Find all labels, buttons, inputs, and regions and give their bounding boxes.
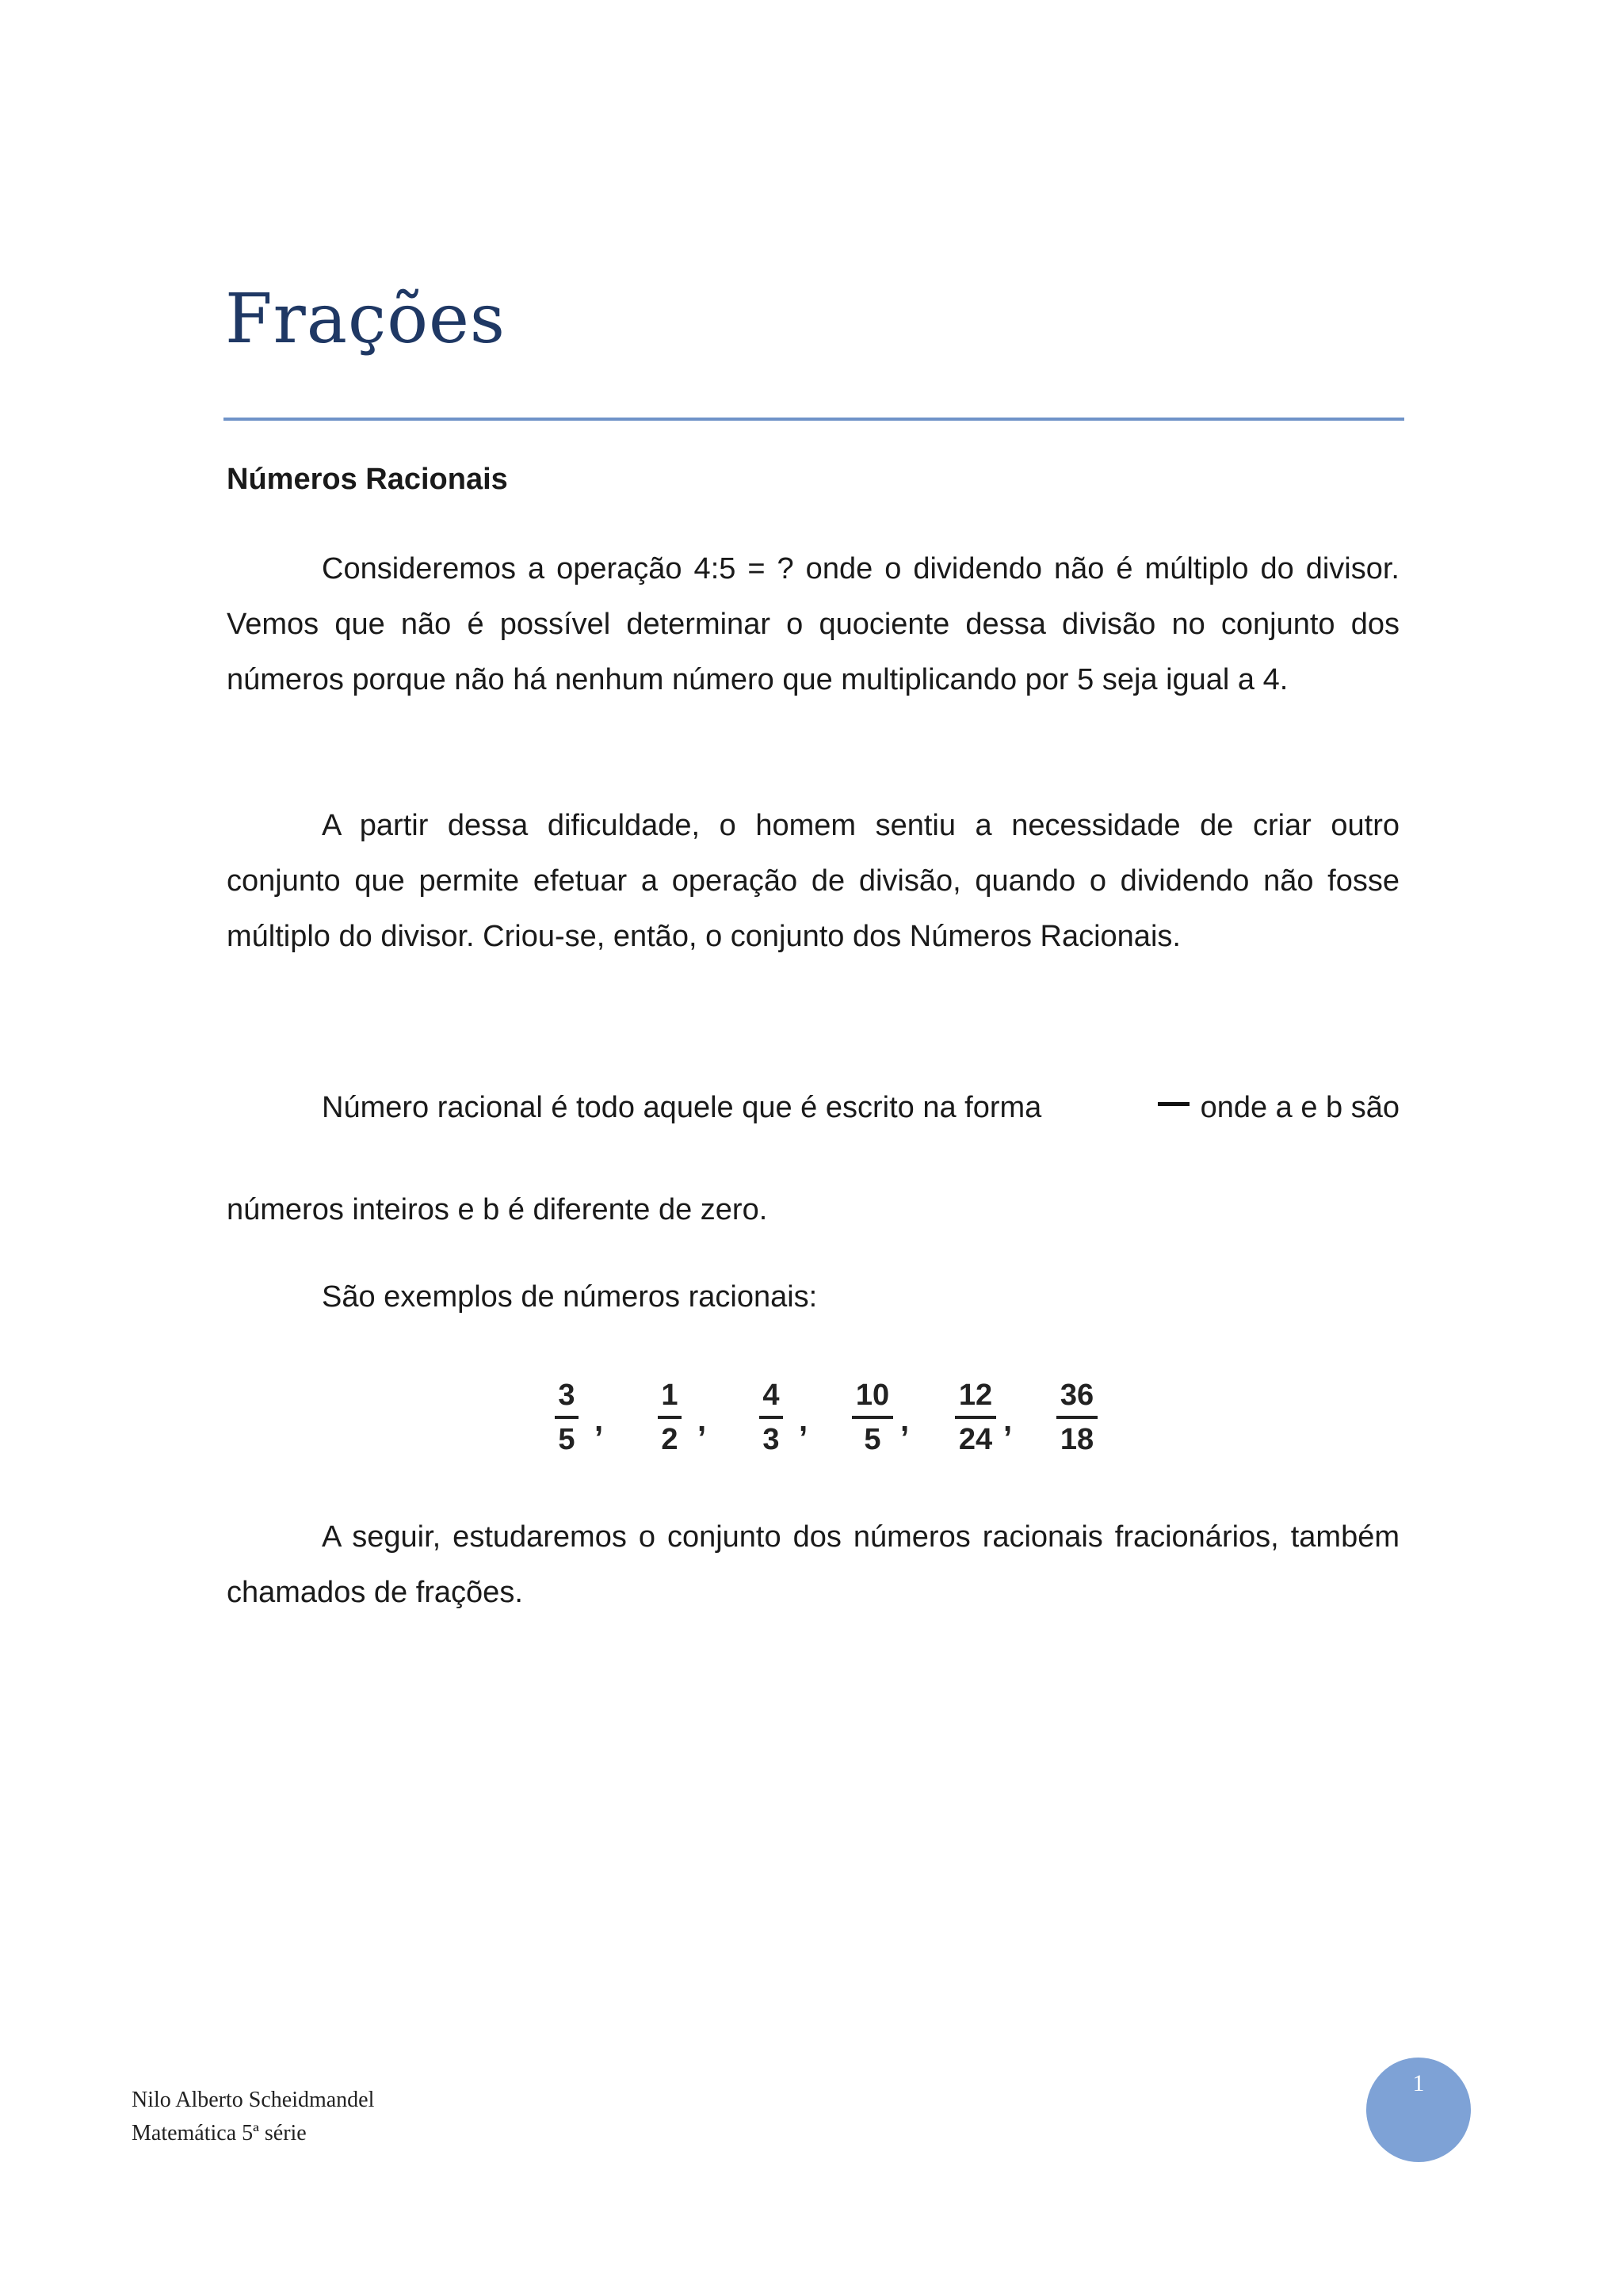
section-heading: Números Racionais — [227, 463, 508, 496]
definition-continuation: números inteiros e b é diferente de zero. — [227, 1193, 768, 1226]
fraction-separator: , — [1003, 1403, 1013, 1438]
fraction-denominator: 3 — [762, 1423, 780, 1456]
fraction-numerator: 4 — [762, 1379, 780, 1412]
definition-text-end: onde a e b são — [1200, 1091, 1400, 1124]
page-number-badge — [1366, 2058, 1471, 2162]
fraction-bar-symbol — [1158, 1102, 1190, 1106]
fraction-separator: , — [799, 1403, 808, 1438]
fraction-denominator: 2 — [661, 1423, 678, 1456]
fraction-example — [1049, 1375, 1105, 1460]
footer-subject: Matemática 5ª série — [132, 2121, 307, 2145]
page-number: 1 — [1412, 2070, 1425, 2096]
fraction-separator: , — [594, 1403, 604, 1438]
page-title: Frações — [225, 280, 506, 359]
fraction-denominator: 5 — [864, 1423, 881, 1456]
fraction-separator: , — [900, 1403, 910, 1438]
fraction-denominator: 5 — [558, 1423, 575, 1456]
fraction-example — [642, 1375, 707, 1460]
fraction-example — [539, 1375, 604, 1460]
paragraph-2: A partir dessa dificuldade, o homem sentiu a necessidade de criar outro conjunto que permite efetuar a operação de divisão, quando o dividendo não fosse múltiplo do divisor. Criou-se, então, o conjunto dos Números Racionais. — [227, 809, 1400, 953]
fraction-example — [948, 1375, 1013, 1460]
definition-line — [322, 1080, 1400, 1135]
fraction-numerator: 10 — [855, 1379, 890, 1412]
fraction-numerator: 36 — [1060, 1379, 1094, 1412]
examples-intro: São exemplos de números racionais: — [322, 1280, 818, 1314]
fraction-numerator: 12 — [958, 1379, 993, 1412]
definition-text-start: Número racional é todo aquele que é escrito na forma — [322, 1091, 1042, 1124]
fraction-separator: , — [697, 1403, 707, 1438]
fraction-example — [845, 1375, 910, 1460]
footer-info — [132, 2084, 374, 2150]
title-divider — [223, 418, 1404, 421]
fraction-denominator: 18 — [1060, 1423, 1094, 1456]
paragraph-1: Consideremos a operação 4:5 = ? onde o dividendo não é múltiplo do divisor. Vemos que não é possível determinar o quociente dessa divisão no conjunto dos números porque não há nenhum número que multiplicando por 5 seja igual a 4. — [227, 552, 1400, 696]
footer-author: Nilo Alberto Scheidmandel — [132, 2088, 375, 2112]
fraction-denominator: 24 — [958, 1423, 993, 1456]
fraction-numerator: 1 — [661, 1379, 678, 1412]
fraction-examples — [539, 1375, 1109, 1462]
paragraph-5: A seguir, estudaremos o conjunto dos números racionais fracionários, também chamados de frações. — [227, 1520, 1400, 1609]
fraction-example — [743, 1375, 808, 1460]
fraction-numerator: 3 — [558, 1379, 575, 1412]
